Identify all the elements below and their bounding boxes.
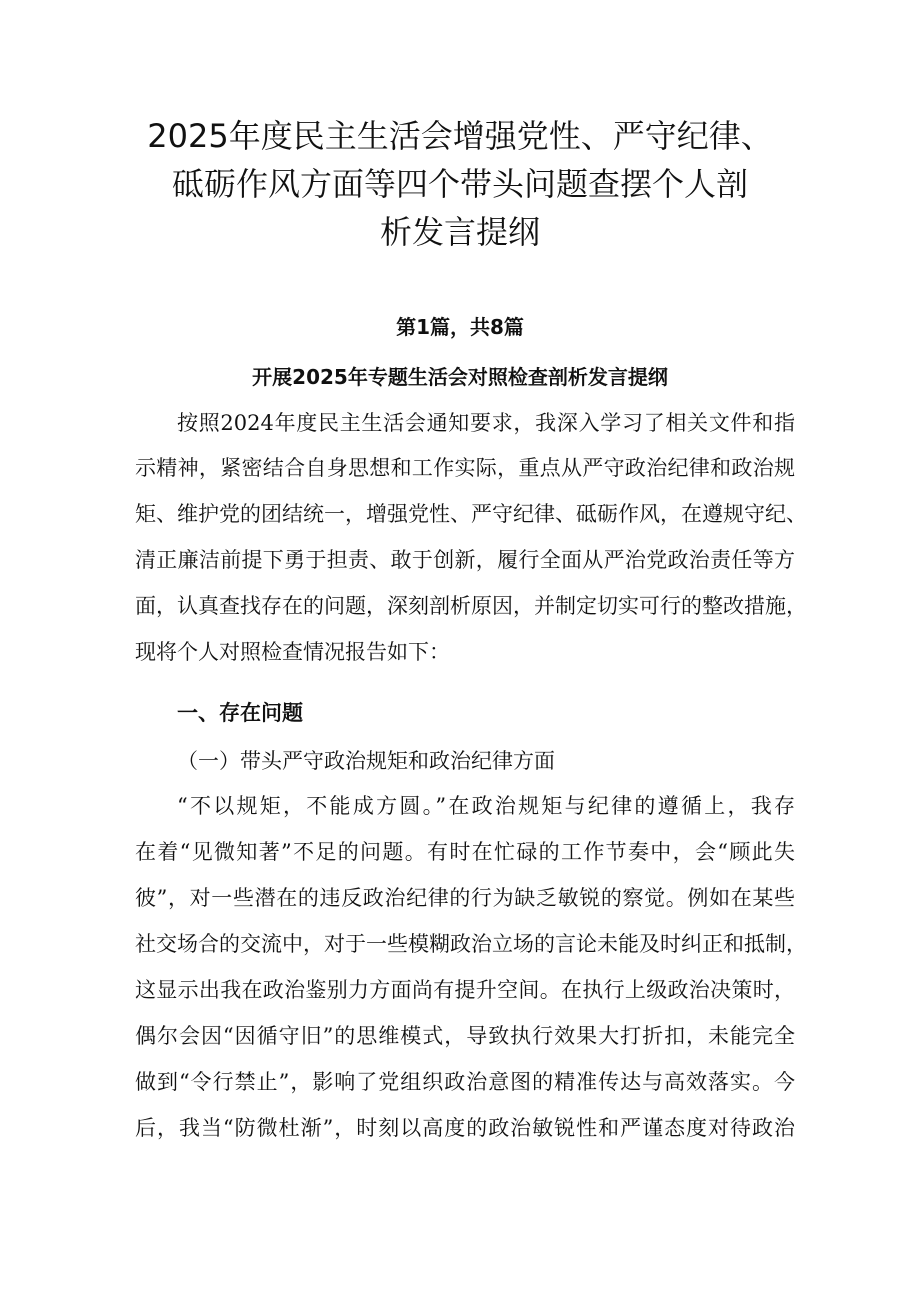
paragraph-line: 社交场合的交流中，对于一些模糊政治立场的言论未能及时纠正和抵制， xyxy=(135,932,807,956)
section-heading: 一、存在问题 xyxy=(177,701,303,725)
part-label: 第1篇，共8篇 xyxy=(396,315,524,339)
paragraph-line: 现将个人对照检查情况报告如下： xyxy=(135,640,450,664)
paragraph-line: 矩、维护党的团结统一，增强党性、严守纪律、砥砺作风，在遵规守纪、 xyxy=(135,502,807,526)
paragraph-line: 在着“见微知著”不足的问题。有时在忙碌的工作节奏中，会“顾此失 xyxy=(135,840,795,864)
paragraph-line: 面，认真查找存在的问题，深刻剖析原因，并制定切实可行的整改措施， xyxy=(135,594,807,618)
section-subtitle: 开展2025年专题生活会对照检查剖析发言提纲 xyxy=(252,365,668,389)
paragraph-line: 按照2024年度民主生活会通知要求，我深入学习了相关文件和指 xyxy=(177,411,795,435)
document-title xyxy=(100,112,820,256)
subsection-heading: （一）带头严守政治规矩和政治纪律方面 xyxy=(177,749,555,773)
title-line: 砥砺作风方面等四个带头问题查摆个人剖 xyxy=(171,165,748,203)
title-line: 析发言提纲 xyxy=(379,213,540,251)
paragraph-line: “不以规矩，不能成方圆。”在政治规矩与纪律的遵循上，我存 xyxy=(177,794,795,818)
title-line: 2025年度民主生活会增强党性、严守纪律、 xyxy=(147,117,773,155)
paragraph-line: 示精神，紧密结合自身思想和工作实际，重点从严守政治纪律和政治规 xyxy=(135,456,795,480)
paragraph-line: 偶尔会因“因循守旧”的思维模式，导致执行效果大打折扣，未能完全 xyxy=(135,1024,795,1048)
paragraph-line: 清正廉洁前提下勇于担责、敢于创新，履行全面从严治党政治责任等方 xyxy=(135,548,795,572)
paragraph-line: 彼”，对一些潜在的违反政治纪律的行为缺乏敏锐的察觉。例如在某些 xyxy=(135,886,795,910)
paragraph-line: 这显示出我在政治鉴别力方面尚有提升空间。在执行上级政治决策时， xyxy=(135,978,795,1002)
paragraph-line: 做到“令行禁止”，影响了党组织政治意图的精准传达与高效落实。今 xyxy=(135,1070,795,1094)
paragraph-line: 后，我当“防微杜渐”，时刻以高度的政治敏锐性和严谨态度对待政治 xyxy=(135,1116,795,1140)
